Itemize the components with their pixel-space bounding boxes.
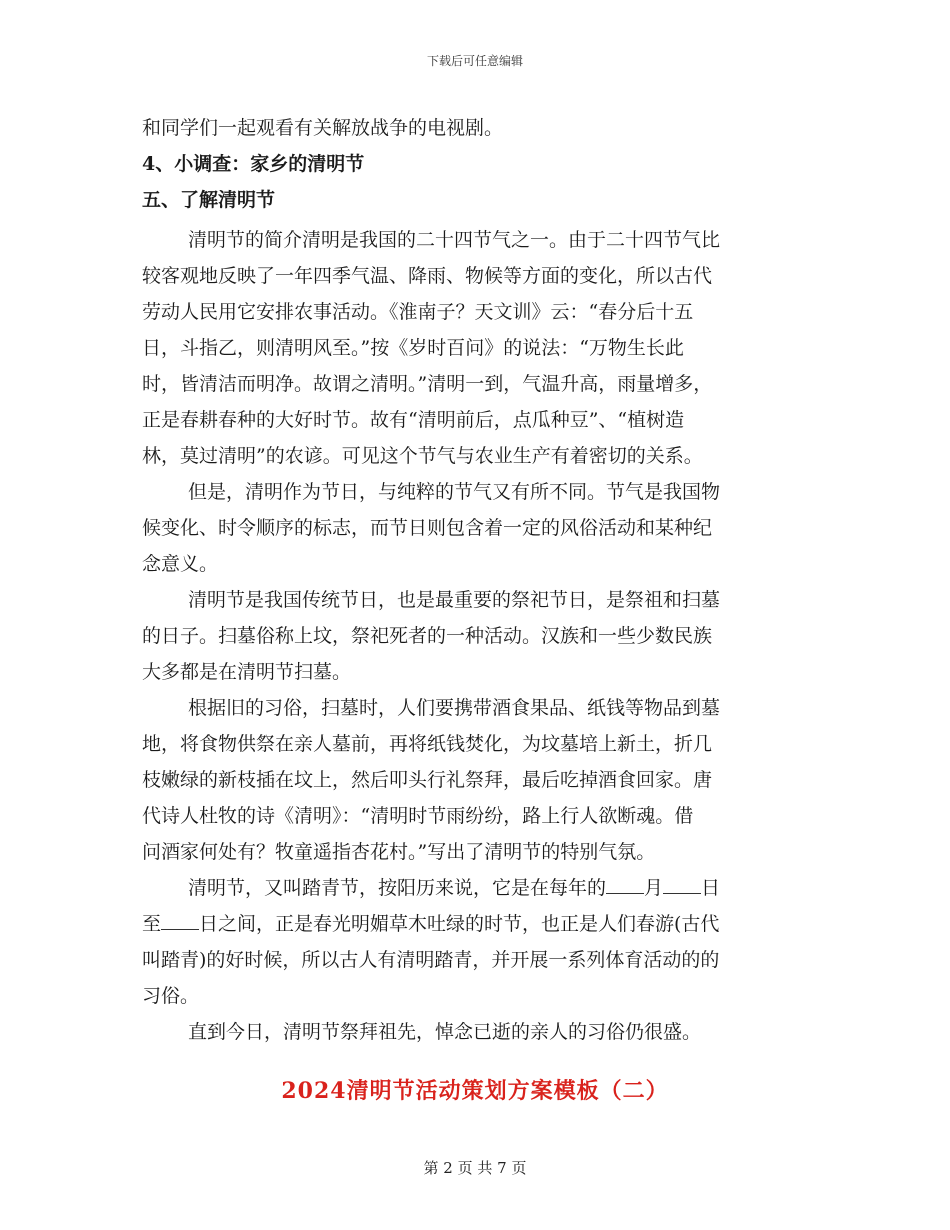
paragraph-line: 念意义。 <box>142 553 219 575</box>
fill-in-line <box>142 870 802 906</box>
paragraph-line: 枝嫩绿的新枝插在坟上，然后叩头行礼祭拜，最后吃掉酒食回家。唐 <box>142 769 713 791</box>
paragraph-line: 劳动人民用它安排农事活动。《淮南子？天文训》云：“春分后十五 <box>142 301 694 323</box>
document-body <box>142 110 802 1050</box>
fill-text: 日 <box>701 877 721 899</box>
paragraph-line: 叫踏青)的好时候，所以古人有清明踏青，并开展一系列体育活动的的 <box>142 949 720 971</box>
paragraph-line: 代诗人杜牧的诗《清明》：“清明时节雨纷纷，路上行人欲断魂。借 <box>142 805 694 827</box>
paragraph-line: 的日子。扫墓俗称上坟，祭祀死者的一种活动。汉族和一些少数民族 <box>142 625 713 647</box>
paragraph-line: 时，皆清洁而明净。故谓之清明。”清明一到，气温升高，雨量增多， <box>142 373 713 395</box>
paragraph-line: 清明节是我国传统节日，也是最重要的祭祀节日，是祭祖和扫墓 <box>188 589 721 611</box>
paragraph-line: 林，莫过清明”的农谚。可见这个节气与农业生产有着密切的关系。 <box>142 445 703 467</box>
paragraph-line: 候变化、时令顺序的标志，而节日则包含着一定的风俗活动和某种纪 <box>142 517 713 539</box>
page-footer: 第 2 页 共 7 页 <box>423 1159 527 1177</box>
paragraph-line: 根据旧的习俗，扫墓时，人们要携带酒食果品、纸钱等物品到墓 <box>188 697 721 719</box>
fill-text: 至 <box>142 913 162 935</box>
section-heading: 五、了解清明节 <box>142 189 276 211</box>
paragraph-line: 问酒家何处有？牧童遥指杏花村。”写出了清明节的特别气氛。 <box>142 841 656 863</box>
section-title: 2024清明节活动策划方案模板（二） <box>281 1078 669 1104</box>
paragraph-line: 大多都是在清明节扫墓。 <box>142 661 352 683</box>
text-line: 和同学们一起观看有关解放战争的电视剧。 <box>142 117 504 139</box>
paragraph-line: 正是春耕春种的大好时节。故有“清明前后，点瓜种豆”、“植树造 <box>142 409 685 431</box>
paragraph-line: 地，将食物供祭在亲人墓前，再将纸钱焚化，为坟墓培上新土，折几 <box>142 733 713 755</box>
blank-field[interactable] <box>161 911 199 930</box>
paragraph-line: 清明节的简介清明是我国的二十四节气之一。由于二十四节气比 <box>188 229 721 251</box>
fill-text: 清明节，又叫踏青节，按阳历来说，它是在每年的 <box>188 877 607 899</box>
paragraph-line: 日，斗指乙，则清明风至。”按《岁时百问》的说法：“万物生长此 <box>142 337 684 359</box>
paragraph-line: 习俗。 <box>142 985 200 1007</box>
item-heading: 4、小调查：家乡的清明节 <box>142 153 365 175</box>
fill-in-line <box>142 906 802 942</box>
paragraph-line: 较客观地反映了一年四季气温、降雨、物候等方面的变化，所以古代 <box>142 265 713 287</box>
paragraph-line: 直到今日，清明节祭拜祖先，悼念已逝的亲人的习俗仍很盛。 <box>188 1021 702 1043</box>
fill-text: 月 <box>644 877 664 899</box>
paragraph-line: 但是，清明作为节日，与纯粹的节气又有所不同。节气是我国物 <box>188 481 721 503</box>
blank-field[interactable] <box>606 875 644 894</box>
fill-text: 日之间，正是春光明媚草木吐绿的时节，也正是人们春游(古代 <box>199 913 720 935</box>
page-header: 下载后可任意编辑 <box>426 54 523 68</box>
blank-field[interactable] <box>663 875 701 894</box>
